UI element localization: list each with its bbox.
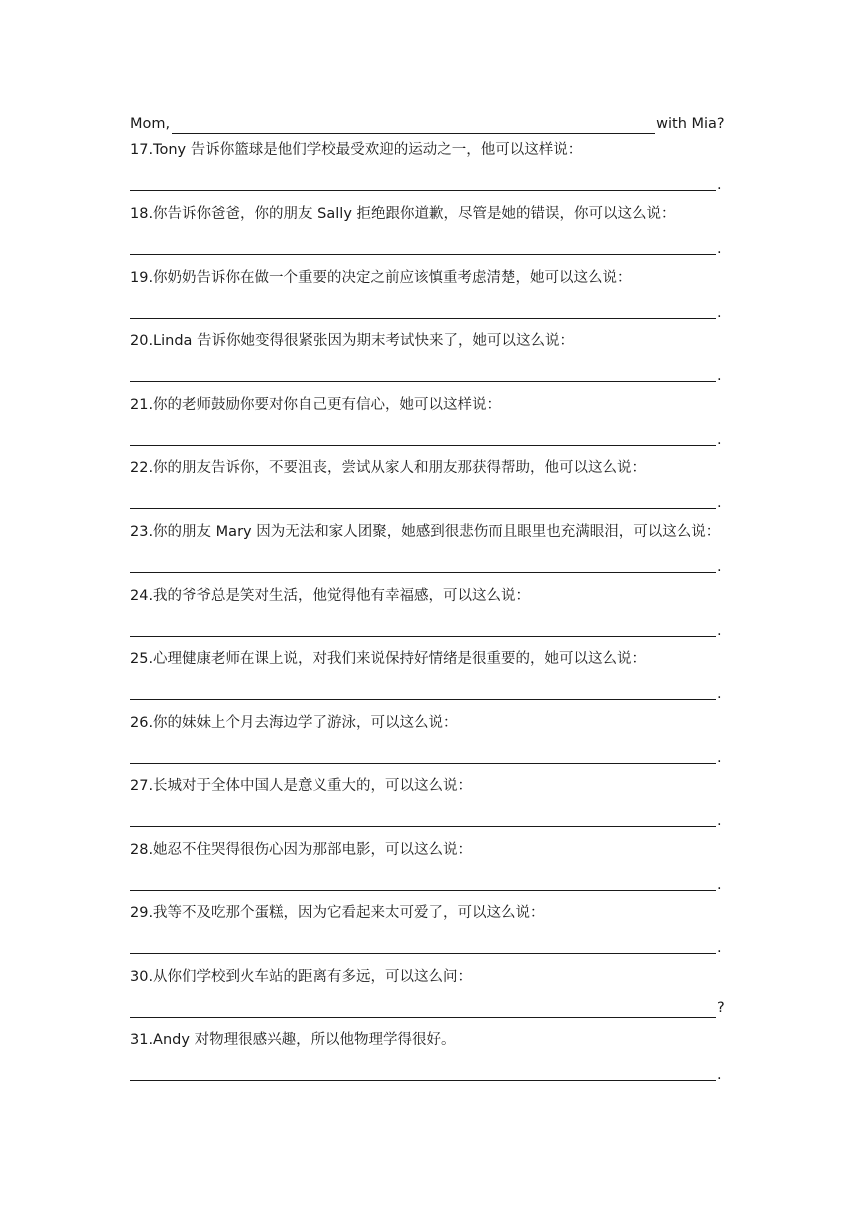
continuation-line <box>130 114 730 134</box>
answer-line-21[interactable] <box>130 425 716 446</box>
answer-end-23: . <box>717 559 722 575</box>
answer-line-26[interactable] <box>130 743 716 764</box>
answer-end-28: . <box>717 877 722 893</box>
answer-line-22[interactable] <box>130 488 716 509</box>
answer-line-27[interactable] <box>130 806 716 827</box>
question-22: 22.你的朋友告诉你，不要沮丧，尝试从家人和朋友那获得帮助，他可以这么说： <box>130 460 647 476</box>
question-19: 19.你奶奶告诉你在做一个重要的决定之前应该慎重考虑清楚，她可以这么说： <box>130 270 632 286</box>
answer-end-25: . <box>717 686 722 702</box>
answer-line-24[interactable] <box>130 616 716 637</box>
question-24: 24.我的爷爷总是笑对生活，他觉得他有幸福感，可以这么说： <box>130 588 531 604</box>
answer-line-20[interactable] <box>130 361 716 382</box>
answer-end-19: . <box>717 305 722 321</box>
question-27: 27.长城对于全体中国人是意义重大的，可以这么说： <box>130 778 473 794</box>
answer-line-23[interactable] <box>130 552 716 573</box>
answer-line-25[interactable] <box>130 679 716 700</box>
answer-line-28[interactable] <box>130 870 716 891</box>
question-18: 18.你告诉你爸爸，你的朋友 Sally 拒绝跟你道歉，尽管是她的错误，你可以这么说： <box>130 206 676 222</box>
continuation-suffix: with Mia? <box>656 116 725 132</box>
answer-blank[interactable] <box>172 119 655 134</box>
answer-end-21: . <box>717 432 722 448</box>
answer-line-30[interactable] <box>130 997 716 1018</box>
question-20: 20.Linda 告诉你她变得很紧张因为期末考试快来了，她可以这么说： <box>130 333 575 349</box>
answer-end-17: . <box>717 177 722 193</box>
question-17: 17.Tony 告诉你篮球是他们学校最受欢迎的运动之一，他可以这样说： <box>130 142 583 158</box>
continuation-prefix: Mom, <box>130 116 171 132</box>
answer-end-18: . <box>717 241 722 257</box>
question-29: 29.我等不及吃那个蛋糕，因为它看起来太可爱了，可以这么说： <box>130 905 545 921</box>
question-21: 21.你的老师鼓励你要对你自己更有信心，她可以这样说： <box>130 397 502 413</box>
answer-end-27: . <box>717 813 722 829</box>
answer-end-31: . <box>717 1067 722 1083</box>
answer-line-31[interactable] <box>130 1060 716 1081</box>
question-25: 25.心理健康老师在课上说，对我们来说保持好情绪是很重要的，她可以这么说： <box>130 651 647 667</box>
question-26: 26.你的妹妹上个月去海边学了游泳，可以这么说： <box>130 715 458 731</box>
answer-line-19[interactable] <box>130 298 716 319</box>
answer-end-26: . <box>717 750 722 766</box>
answer-end-20: . <box>717 368 722 384</box>
answer-end-24: . <box>717 623 722 639</box>
answer-line-17[interactable] <box>130 170 716 191</box>
question-28: 28.她忍不住哭得很伤心因为那部电影，可以这么说： <box>130 842 473 858</box>
answer-line-18[interactable] <box>130 234 716 255</box>
answer-end-30: ? <box>717 1000 725 1016</box>
question-31: 31.Andy 对物理很感兴趣，所以他物理学得很好。 <box>130 1032 456 1048</box>
question-30: 30.从你们学校到火车站的距离有多远，可以这么问： <box>130 969 473 985</box>
answer-end-29: . <box>717 940 722 956</box>
question-23: 23.你的朋友 Mary 因为无法和家人团聚，她感到很悲伤而且眼里也充满眼泪，可以这么说： <box>130 524 721 540</box>
answer-line-29[interactable] <box>130 933 716 954</box>
answer-end-22: . <box>717 495 722 511</box>
